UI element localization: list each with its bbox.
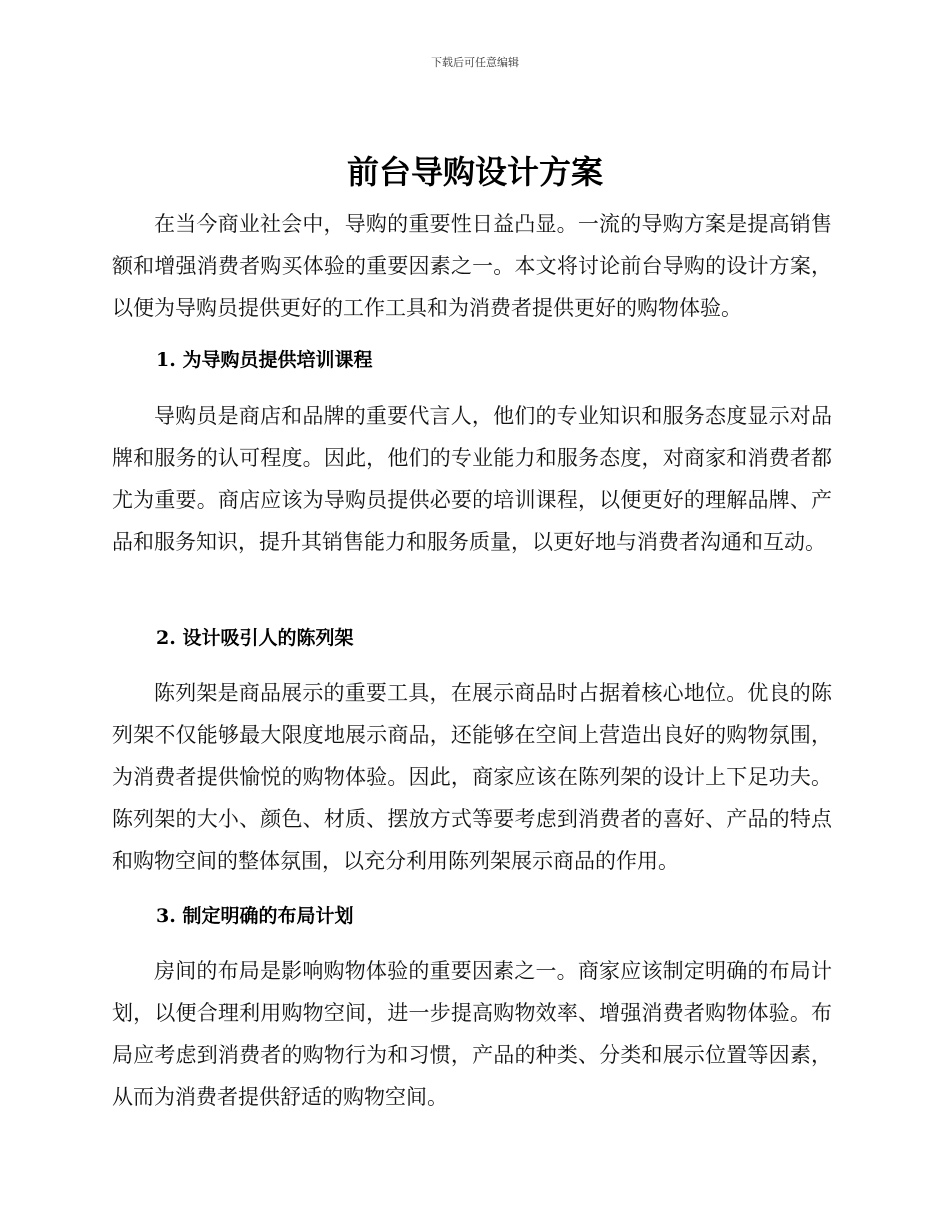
section-body-1: 导购员是商店和品牌的重要代言人，他们的专业知识和服务态度显示对品牌和服务的认可程度。因此，他们的专业能力和服务态度，对商家和消费者都尤为重要。商店应该为导购员提供必要的培训课程，以便更好的理解品牌、产品和服务知识，提升其销售能力和服务质量，以更好地与消费者沟通和互动。 (112, 404, 832, 554)
section-heading-1: 1. 为导购员提供培训课程 (156, 349, 373, 371)
section-heading-3: 3. 制定明确的布局计划 (156, 905, 354, 927)
section-heading-2: 2. 设计吸引人的陈列架 (156, 627, 354, 649)
header-note: 下载后可任意编辑 (431, 56, 519, 69)
document-title: 前台导购设计方案 (346, 153, 603, 191)
intro-paragraph: 在当今商业社会中，导购的重要性日益凸显。一流的导购方案是提高销售额和增强消费者购买体验的重要因素之一。本文将讨论前台导购的设计方案，以便为导购员提供更好的工作工具和为消费者提供更好的购物体验。 (112, 212, 832, 320)
section-body-2: 陈列架是商品展示的重要工具，在展示商品时占据着核心地位。优良的陈列架不仅能够最大限度地展示商品，还能够在空间上营造出良好的购物氛围，为消费者提供愉悦的购物体验。因此，商家应该在陈列架的设计上下足功夫。陈列架的大小、颜色、材质、摆放方式等要考虑到消费者的喜好、产品的特点和购物空间的整体氛围，以充分利用陈列架展示商品的作用。 (112, 681, 832, 873)
section-body-3: 房间的布局是影响购物体验的重要因素之一。商家应该制定明确的布局计划，以便合理利用购物空间，进一步提高购物效率、增强消费者购物体验。布局应考虑到消费者的购物行为和习惯，产品的种类、分类和展示位置等因素，从而为消费者提供舒适的购物空间。 (112, 959, 832, 1109)
